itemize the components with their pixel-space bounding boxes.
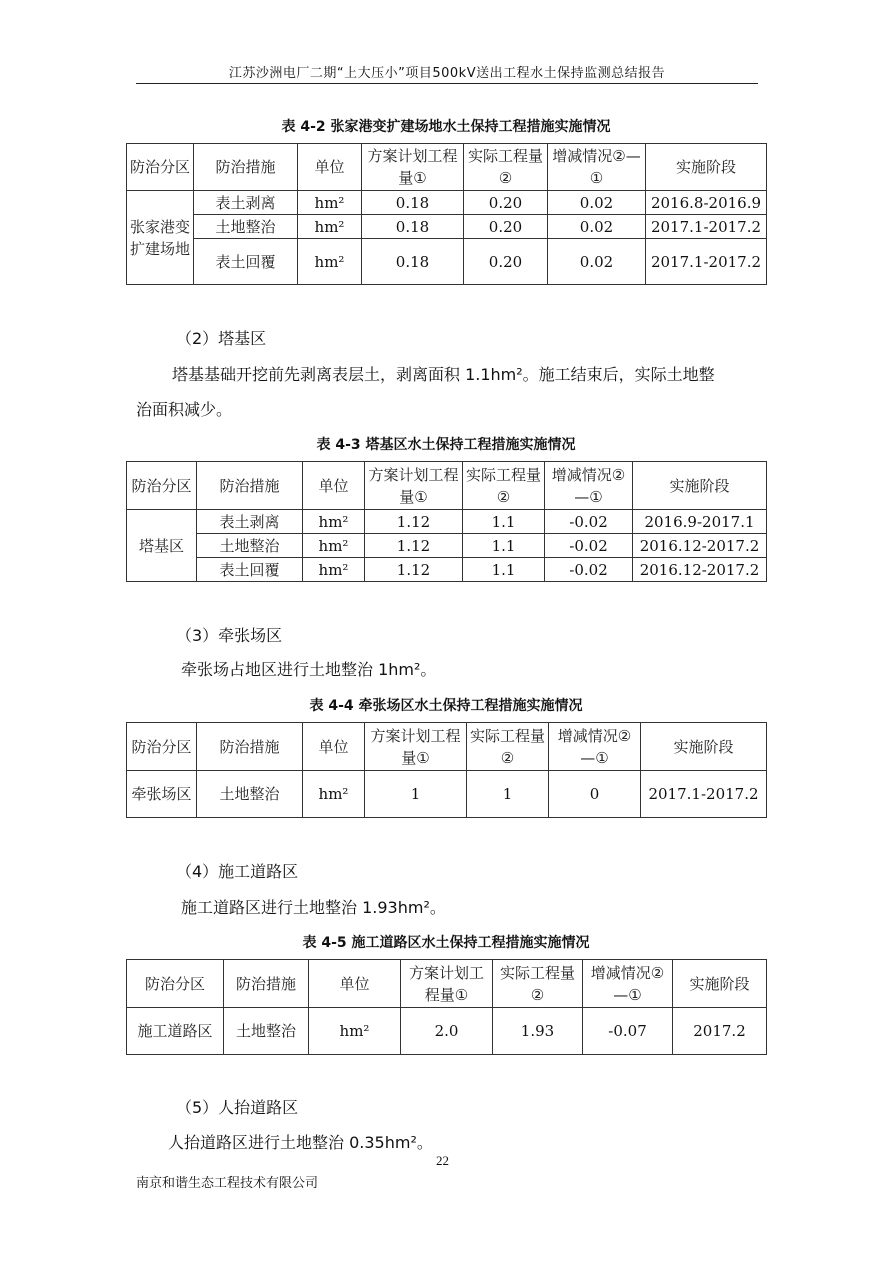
stage-cell: 2017.1-2017.2 [641,771,767,818]
diff-cell: -0.02 [545,510,633,534]
stage-cell: 2017.1-2017.2 [646,215,767,239]
header-measure: 防治措施 [197,462,303,510]
header-diff: 增减情况②—① [545,462,633,510]
section-4-paragraph: 施工道路区进行土地整治 1.93hm²。 [181,898,446,917]
plan-cell: 0.18 [362,191,464,215]
header-plan: 方案计划工程量① [365,462,463,510]
table-4-5-caption: 表 4-5 施工道路区水土保持工程措施实施情况 [302,935,590,951]
plan-cell: 0.18 [362,215,464,239]
header-actual: 实际工程量② [493,960,583,1008]
header-diff: 增减情况②—① [583,960,673,1008]
actual-cell: 1.1 [463,510,545,534]
section-2-paragraph-line-2: 治面积减少。 [136,400,233,419]
diff-cell: 0.02 [548,191,646,215]
header-actual: 实际工程量② [467,723,549,771]
measure-cell: 土地整治 [194,215,298,239]
plan-cell: 1 [365,771,467,818]
header-stage: 实施阶段 [673,960,767,1008]
header-diff: 增减情况②—① [549,723,641,771]
table-row [127,771,767,818]
page-number: 22 [436,1153,449,1168]
header-measure: 防治措施 [197,723,303,771]
measure-cell: 表土回覆 [197,558,303,582]
footer-company: 南京和谐生态工程技术有限公司 [136,1176,319,1191]
unit-cell: hm² [309,1008,401,1055]
table-4-5 [126,959,767,1055]
header-stage: 实施阶段 [646,144,767,191]
header-zone: 防治分区 [127,960,224,1008]
diff-cell: -0.02 [545,558,633,582]
zone-cell: 施工道路区 [127,1008,224,1055]
plan-cell: 1.12 [365,534,463,558]
actual-cell: 1.1 [463,534,545,558]
table-4-3 [126,461,767,582]
table-4-3-caption: 表 4-3 塔基区水土保持工程措施实施情况 [316,437,576,453]
measure-cell: 表土剥离 [197,510,303,534]
section-2-heading: （2）塔基区 [176,329,267,348]
unit-cell: hm² [298,215,362,239]
table-row [127,1008,767,1055]
section-5-heading: （5）人抬道路区 [176,1098,299,1117]
diff-cell: -0.07 [583,1008,673,1055]
plan-cell: 0.18 [362,239,464,285]
header-zone: 防治分区 [127,723,197,771]
table-row [127,558,767,582]
measure-cell: 表土剥离 [194,191,298,215]
diff-cell: 0.02 [548,215,646,239]
actual-cell: 1.1 [463,558,545,582]
header-unit: 单位 [298,144,362,191]
table-row [127,215,767,239]
zone-cell: 塔基区 [127,510,197,582]
report-header: 江苏沙洲电厂二期“上大压小”项目500kV送出工程水土保持监测总结报告 [228,66,666,81]
table-4-2 [126,143,767,285]
stage-cell: 2017.2 [673,1008,767,1055]
section-3-paragraph: 牵张场占地区进行土地整治 1hm²。 [181,660,437,679]
stage-cell: 2017.1-2017.2 [646,239,767,285]
actual-cell: 0.20 [464,191,548,215]
zone-cell: 牵张场区 [127,771,197,818]
header-measure: 防治措施 [224,960,309,1008]
table-row [127,510,767,534]
stage-cell: 2016.8-2016.9 [646,191,767,215]
header-measure: 防治措施 [194,144,298,191]
header-stage: 实施阶段 [641,723,767,771]
header-actual: 实际工程量② [464,144,548,191]
header-zone: 防治分区 [127,144,194,191]
header-zone: 防治分区 [127,462,197,510]
header-unit: 单位 [303,462,365,510]
section-3-heading: （3）牵张场区 [176,626,283,645]
header-actual: 实际工程量② [463,462,545,510]
header-stage: 实施阶段 [633,462,767,510]
actual-cell: 0.20 [464,239,548,285]
table-4-4-caption: 表 4-4 牵张场区水土保持工程措施实施情况 [309,698,583,714]
table-4-2-caption: 表 4-2 张家港变扩建场地水土保持工程措施实施情况 [281,119,611,135]
actual-cell: 1.93 [493,1008,583,1055]
measure-cell: 表土回覆 [194,239,298,285]
diff-cell: 0 [549,771,641,818]
header-plan: 方案计划工程量① [365,723,467,771]
stage-cell: 2016.12-2017.2 [633,534,767,558]
diff-cell: 0.02 [548,239,646,285]
measure-cell: 土地整治 [224,1008,309,1055]
unit-cell: hm² [303,558,365,582]
unit-cell: hm² [303,534,365,558]
table-4-4 [126,722,767,818]
unit-cell: hm² [298,191,362,215]
actual-cell: 0.20 [464,215,548,239]
diff-cell: -0.02 [545,534,633,558]
unit-cell: hm² [303,510,365,534]
header-unit: 单位 [309,960,401,1008]
table-row [127,239,767,285]
stage-cell: 2016.12-2017.2 [633,558,767,582]
table-row [127,534,767,558]
section-5-paragraph: 人抬道路区进行土地整治 0.35hm²。 [168,1133,433,1152]
plan-cell: 1.12 [365,558,463,582]
header-unit: 单位 [303,723,365,771]
section-4-heading: （4）施工道路区 [176,862,299,881]
section-2-paragraph-line-1: 塔基基础开挖前先剥离表层土，剥离面积 1.1hm²。施工结束后，实际土地整 [172,365,715,384]
unit-cell: hm² [303,771,365,818]
header-diff: 增减情况②—① [548,144,646,191]
zone-cell: 张家港变扩建场地 [127,191,194,285]
actual-cell: 1 [467,771,549,818]
measure-cell: 土地整治 [197,771,303,818]
header-plan: 方案计划工程量① [401,960,493,1008]
table-row [127,191,767,215]
plan-cell: 2.0 [401,1008,493,1055]
plan-cell: 1.12 [365,510,463,534]
header-plan: 方案计划工程量① [362,144,464,191]
header-rule [136,83,758,84]
measure-cell: 土地整治 [197,534,303,558]
unit-cell: hm² [298,239,362,285]
stage-cell: 2016.9-2017.1 [633,510,767,534]
